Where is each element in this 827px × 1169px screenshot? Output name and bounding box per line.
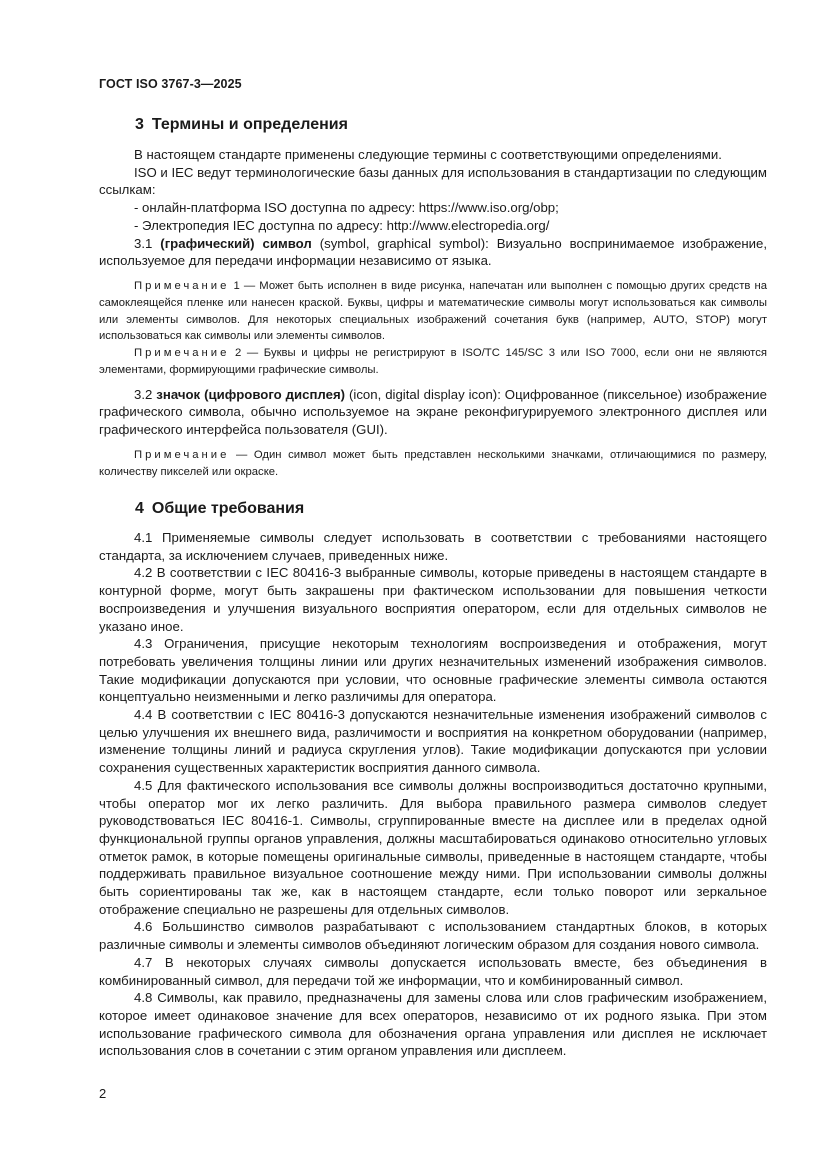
note-3 [99,447,767,481]
note-3-text: — Один символ может быть представлен несколькими значками, отличающимися по размеру, количеству пикселей или окраске. [99,448,767,478]
clause-4-2: 4.2 В соответствии с IEC 80416-3 выбранные символы, которые приведены в настоящем стандарте в контурной форме, могут быть закрашены при фактическом использовании для повышения четкости воспроизведения и улучшения визуального восприятия оператором, если для отдельных символов не указано иное. [99,565,767,634]
list-item-iec: - Электропедия IEC доступна по адресу: http://www.electropedia.org/ [134,217,550,233]
term-3-1-definition: (symbol, graphical symbol): Визуально воспринимаемое изображение, используемое для передачи информации независимо от языка. [99,235,767,269]
term-3-2 [99,386,767,439]
note-1 [99,278,767,345]
clause-4-1: 4.1 Применяемые символы следует использовать в соответствии с требованиями настоящего стандарта, за исключением случаев, приведенных ниже. [99,530,767,563]
document-code-header: ГОСТ ISO 3767-3—2025 [99,77,242,91]
section-3-title: Термины и определения [151,116,348,133]
term-3-1-name: (графический) символ [160,235,312,251]
section-3-heading [135,116,348,134]
section-4-heading [135,500,304,518]
term-3-1-number: 3.1 [134,235,153,251]
clause-4-8: 4.8 Символы, как правило, предназначены для замены слова или слов графическим изображением, которое имеет одинаковое значение для всех операторов, независимо от их родного языка. При этом использование графического символа для обозначения органа управления или дисплея не исключает использования слов в сочетании с этим органом управления или дисплеем. [99,990,767,1059]
section-3-intro-2: ISO и IEC ведут терминологические базы данных для использования в стандартизации по следующим ссылкам: [99,164,767,198]
section-3-intro-1: В настоящем стандарте применены следующие термины с соответствующими определениями. [134,147,722,162]
clause-4-4: 4.4 В соответствии с IEC 80416-3 допускаются незначительные изменения изображений символов с целью улучшения их внешнего вида, различимости и восприятия на конкретном оборудовании (например, изменение толщины линий и радиуса скругления углов). Такие модификации допускаются при условии сохранения существенных характеристик восприятия данного символа. [99,707,767,776]
note-3-label: Примечание [134,448,230,461]
clause-4-3: 4.3 Ограничения, присущие некоторым технологиям воспроизведения и отображения, могут потребовать увеличения толщины линии или других незначительных изменений изображения символов. Такие модификации допускаются при условии, что основные графические элементы символа остаются концептуально неизменными и легко различимы для оператора. [99,636,767,705]
section-4-body [99,529,767,1060]
note-2-text: 2 — Буквы и цифры не регистрируют в ISO/TC 145/SC 3 или ISO 7000, если они не являются элементами, формирующими графические символы. [99,347,767,376]
term-3-1 [99,235,767,270]
section-3-body [99,146,767,480]
list-item-iso: - онлайн-платформа ISO доступна по адресу: https://www.iso.org/obp; [134,200,559,216]
clause-4-6: 4.6 Большинство символов разрабатывают с использованием стандартных блоков, в которых различные символы и элементы символов объединяют логическим образом для создания нового символа. [99,919,767,953]
section-4-number: 4 [135,500,144,517]
note-2 [99,345,767,379]
clause-4-7: 4.7 В некоторых случаях символы допускается использовать вместе, без объединения в комбинированный символ, для передачи той же информации, что и комбинированный символ. [99,954,767,988]
note-1-label: Примечание [134,279,230,292]
note-2-label: Примечание [134,347,230,360]
section-4-title: Общие требования [151,500,305,517]
term-3-2-name: значок (цифрового дисплея) [156,386,346,402]
term-3-2-number: 3.2 [134,386,153,402]
note-1-text: 1 — Может быть исполнен в виде рисунка, напечатан или выполнен с помощью других средств на самоклеящейся пленке или нанесен краской. Буквы, цифры и математические символы могут использоваться как символы или элементы символов. Для некоторых специальных изображений сочетания букв (например, AUTO, STOP) могут использоваться как символы или элементы символов. [99,279,767,343]
clause-4-5: 4.5 Для фактического использования все символы должны воспроизводиться достаточно крупными, чтобы оператор мог их легко различить. Для выбора правильного размера символов следует руководствоваться IEC 80416-1. Символы, сгруппированные вместе на дисплее или в пределах одной функциональной группы органов управления, должны масштабироваться одинаково относительно угловых отметок рамок, в которые помещены оригинальные символы, приведенные в настоящем стандарте, чтобы поддерживать правильное визуальное соотношение между ними. При использовании символы должны быть сориентированы так же, как в настоящем стандарте, если только поворот или зеркальное отображение специально не разрешены для отдельных символов. [99,777,767,917]
term-3-2-definition: (icon, digital display icon): Оцифрованное (пиксельное) изображение графического символа, обычно используемое на экране реконфигурируемого электронного дисплея или графического интерфейса пользователя (GUI). [99,386,767,438]
section-3-number: 3 [135,116,144,133]
page-number: 2 [99,1086,107,1101]
